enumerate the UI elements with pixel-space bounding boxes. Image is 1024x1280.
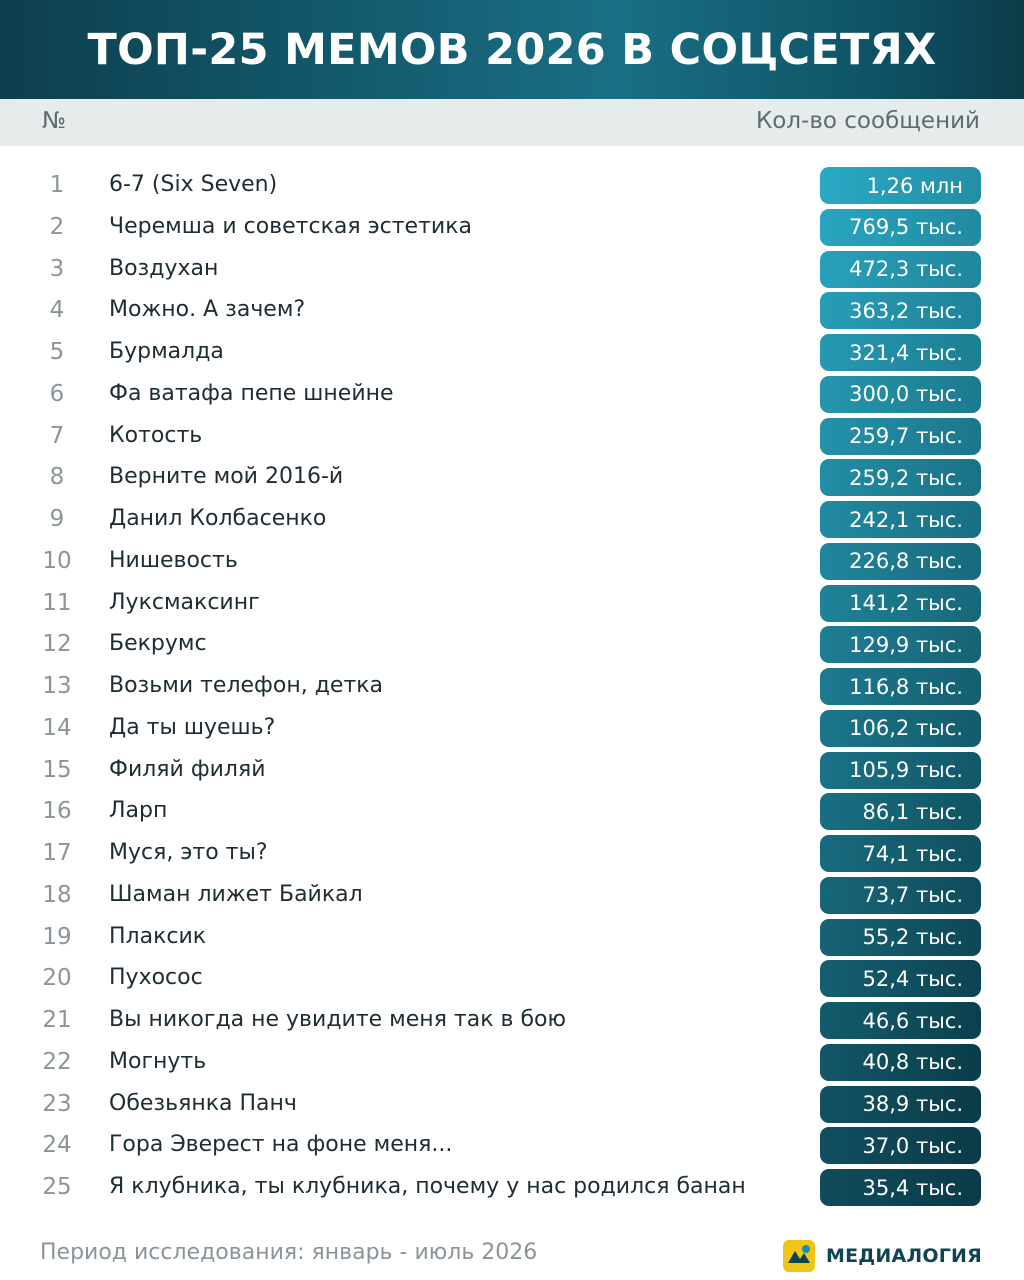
count-badge: 472,3 тыс. bbox=[820, 251, 981, 288]
brand bbox=[782, 1238, 982, 1274]
count-badge: 300,0 тыс. bbox=[820, 376, 981, 413]
rank-number: 7 bbox=[49, 422, 65, 449]
list-item bbox=[0, 1084, 1024, 1126]
count-badge: 86,1 тыс. bbox=[820, 793, 981, 830]
count-badge: 55,2 тыс. bbox=[820, 919, 981, 956]
meme-name: Филяй филяй bbox=[109, 756, 266, 782]
count-badge: 37,0 тыс. bbox=[820, 1127, 981, 1164]
count-badge: 35,4 тыс. bbox=[820, 1169, 981, 1206]
list-item bbox=[0, 833, 1024, 875]
rank-number: 21 bbox=[42, 1007, 72, 1033]
rank-number: 1 bbox=[49, 172, 65, 198]
meme-name: Верните мой 2016-й bbox=[109, 464, 344, 490]
count-badge: 363,2 тыс. bbox=[820, 292, 981, 329]
rank-number: 8 bbox=[49, 464, 65, 491]
header-count: Кол-во сообщений bbox=[755, 108, 980, 134]
count-badge: 116,8 тыс. bbox=[820, 668, 981, 705]
list-item bbox=[0, 917, 1024, 959]
rank-number: 9 bbox=[49, 506, 65, 532]
count-badge: 129,9 тыс. bbox=[820, 626, 981, 663]
meme-list bbox=[0, 165, 1024, 1209]
meme-name: Ларп bbox=[109, 798, 168, 824]
rank-number: 20 bbox=[42, 965, 72, 992]
list-item bbox=[0, 165, 1024, 207]
page-title: ТОП-25 МЕМОВ 2026 В СОЦСЕТЯХ bbox=[87, 24, 937, 75]
rank-number: 3 bbox=[49, 255, 65, 282]
count-badge: 105,9 тыс. bbox=[820, 752, 981, 789]
count-badge: 226,8 тыс. bbox=[820, 543, 981, 580]
list-item bbox=[0, 958, 1024, 1000]
list-item bbox=[0, 374, 1024, 416]
rank-number: 22 bbox=[42, 1048, 72, 1075]
list-item bbox=[0, 708, 1024, 750]
meme-name: Вы никогда не увидите меня так в бою bbox=[109, 1007, 567, 1032]
list-item bbox=[0, 1000, 1024, 1042]
count-badge: 769,5 тыс. bbox=[820, 209, 981, 246]
count-badge: 46,6 тыс. bbox=[820, 1002, 981, 1039]
count-badge: 38,9 тыс. bbox=[820, 1086, 981, 1123]
list-item bbox=[0, 791, 1024, 833]
meme-name: Муся, это ты? bbox=[109, 840, 268, 865]
list-item bbox=[0, 1042, 1024, 1084]
list-item bbox=[0, 583, 1024, 625]
rank-number: 15 bbox=[42, 756, 72, 783]
list-item bbox=[0, 666, 1024, 708]
meme-name: Бекрумс bbox=[109, 631, 207, 657]
count-badge: 141,2 тыс. bbox=[820, 585, 981, 622]
rank-number: 13 bbox=[42, 673, 72, 699]
list-item bbox=[0, 750, 1024, 792]
table-header bbox=[0, 99, 1024, 146]
rank-number: 12 bbox=[42, 631, 72, 658]
rank-number: 16 bbox=[42, 798, 72, 825]
meme-name: Котость bbox=[109, 422, 203, 448]
meme-name: Шаман лижет Байкал bbox=[109, 881, 363, 907]
meme-name: Могнуть bbox=[109, 1048, 207, 1074]
meme-name: Возьми телефон, детка bbox=[109, 673, 384, 698]
meme-name: Воздухан bbox=[109, 255, 219, 281]
count-badge: 1,26 млн bbox=[820, 167, 981, 204]
meme-name: Фа ватафа пепе шнейне bbox=[109, 380, 394, 406]
list-item bbox=[0, 249, 1024, 291]
list-item bbox=[0, 1125, 1024, 1167]
list-item bbox=[0, 624, 1024, 666]
rank-number: 23 bbox=[42, 1090, 72, 1117]
header-number: № bbox=[42, 108, 66, 134]
count-badge: 74,1 тыс. bbox=[820, 835, 981, 872]
rank-number: 2 bbox=[49, 213, 65, 240]
title-banner bbox=[0, 0, 1024, 99]
list-item bbox=[0, 541, 1024, 583]
meme-name: Бурмалда bbox=[109, 339, 224, 364]
list-item bbox=[0, 332, 1024, 374]
meme-name: Плаксик bbox=[109, 923, 207, 949]
meme-name: Обезьянка Панч bbox=[109, 1090, 297, 1116]
meme-name: Данил Колбасенко bbox=[109, 506, 327, 531]
rank-number: 14 bbox=[42, 714, 72, 741]
list-item bbox=[0, 290, 1024, 332]
meme-name: Да ты шуешь? bbox=[109, 714, 276, 740]
count-badge: 259,2 тыс. bbox=[820, 459, 981, 496]
brand-name: МЕДИАЛОГИЯ bbox=[826, 1245, 982, 1267]
list-item bbox=[0, 416, 1024, 458]
rank-number: 6 bbox=[49, 380, 65, 407]
rank-number: 25 bbox=[42, 1174, 72, 1200]
count-badge: 40,8 тыс. bbox=[820, 1044, 981, 1081]
research-period: Период исследования: январь - июль 2026 bbox=[40, 1240, 538, 1265]
meme-name: Нишевость bbox=[109, 547, 238, 573]
meme-name: Гора Эверест на фоне меня... bbox=[109, 1132, 453, 1158]
meme-name: Черемша и советская эстетика bbox=[109, 213, 472, 239]
count-badge: 73,7 тыс. bbox=[820, 877, 981, 914]
meme-name: 6-7 (Six Seven) bbox=[109, 172, 278, 197]
rank-number: 10 bbox=[42, 547, 72, 574]
count-badge: 52,4 тыс. bbox=[820, 960, 981, 997]
rank-number: 11 bbox=[42, 589, 72, 616]
list-item bbox=[0, 457, 1024, 499]
meme-name: Можно. А зачем? bbox=[109, 297, 306, 323]
rank-number: 17 bbox=[42, 840, 72, 866]
list-item bbox=[0, 207, 1024, 249]
list-item bbox=[0, 1167, 1024, 1209]
meme-name: Я клубника, ты клубника, почему у нас родился банан bbox=[109, 1174, 746, 1199]
rank-number: 5 bbox=[49, 339, 65, 365]
meme-name: Пухосос bbox=[109, 965, 203, 991]
medialogia-logo-icon bbox=[782, 1239, 816, 1273]
list-item bbox=[0, 875, 1024, 917]
rank-number: 19 bbox=[42, 923, 72, 950]
meme-name: Луксмаксинг bbox=[109, 589, 260, 615]
list-item bbox=[0, 499, 1024, 541]
count-badge: 106,2 тыс. bbox=[820, 710, 981, 747]
rank-number: 24 bbox=[42, 1132, 72, 1159]
count-badge: 242,1 тыс. bbox=[820, 501, 981, 538]
rank-number: 4 bbox=[49, 297, 65, 324]
rank-number: 18 bbox=[42, 881, 72, 908]
count-badge: 259,7 тыс. bbox=[820, 418, 981, 455]
count-badge: 321,4 тыс. bbox=[820, 334, 981, 371]
